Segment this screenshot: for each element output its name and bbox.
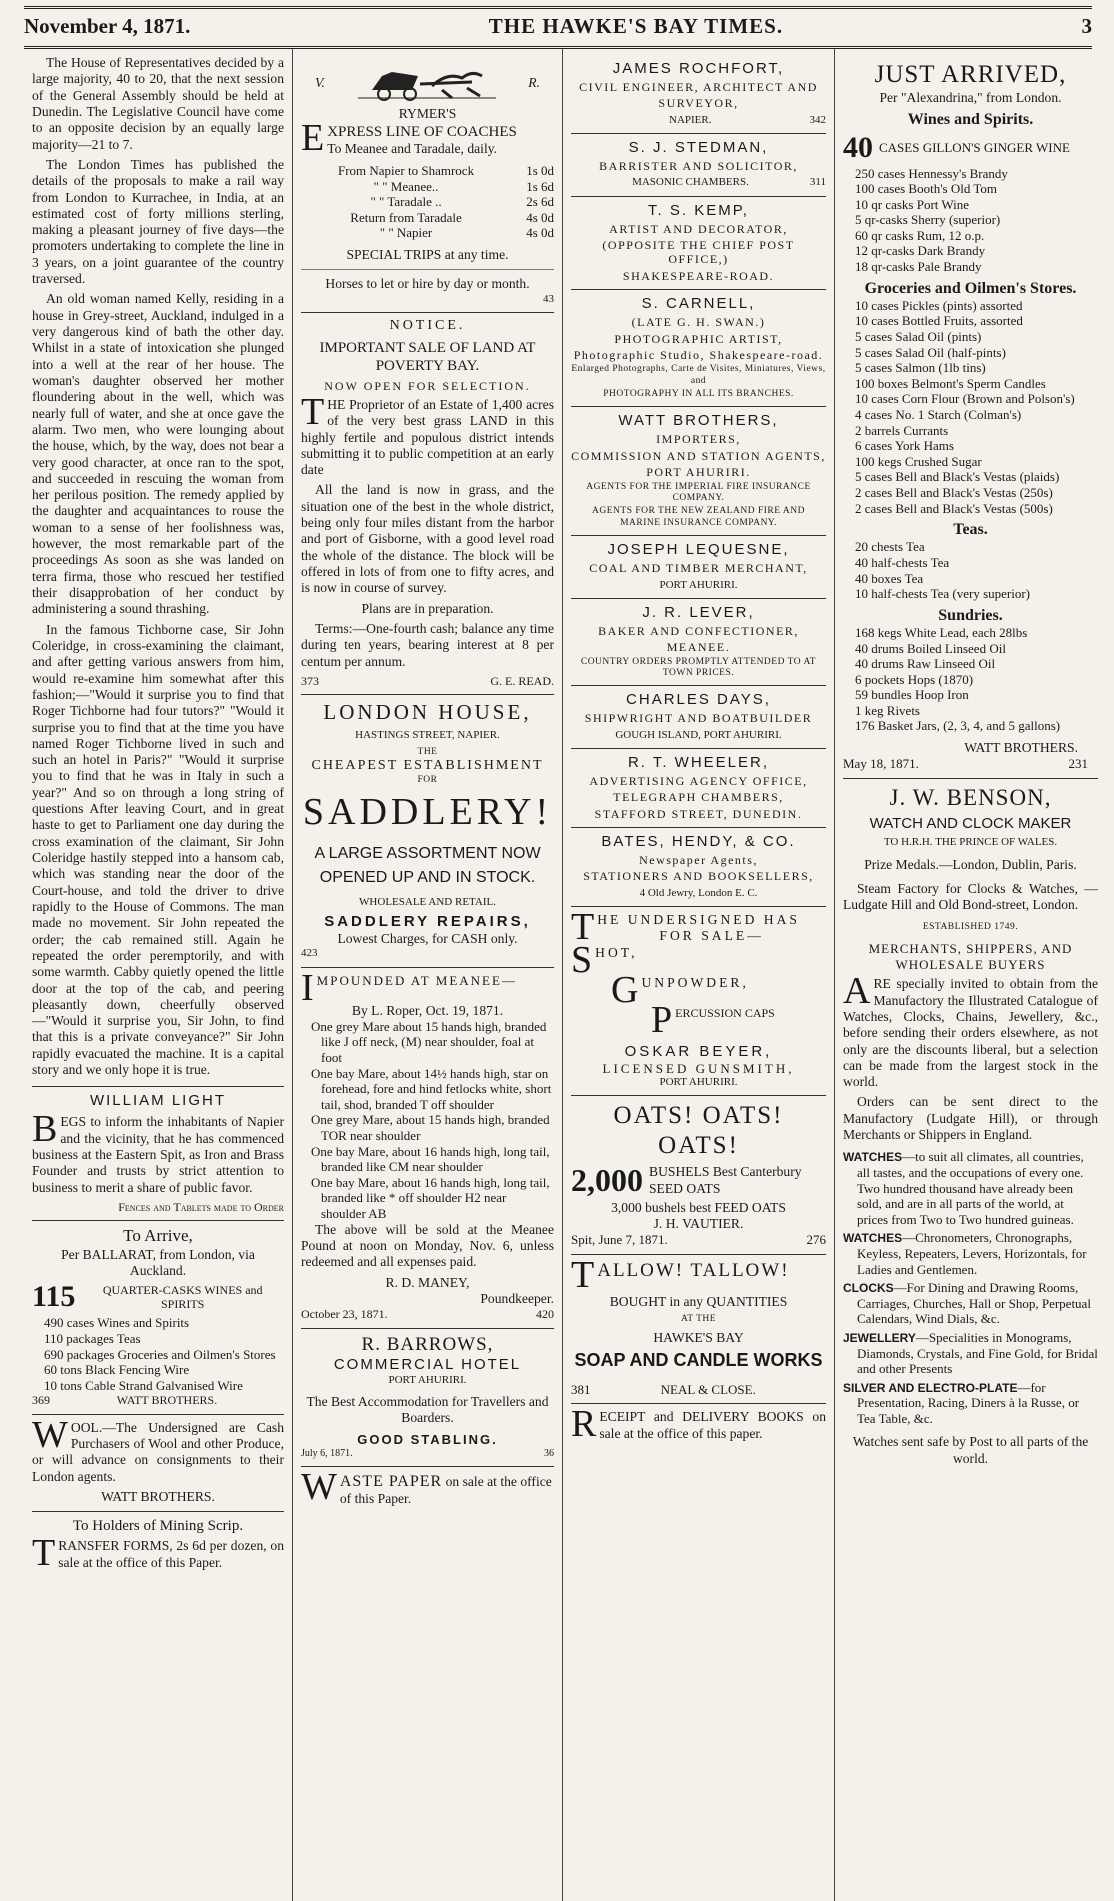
section-heading: Wines and Spirits.: [907, 111, 1034, 129]
ad-title: To Arrive,: [123, 1226, 193, 1246]
list-item: 10 cases Pickles (pints) assorted: [855, 297, 1023, 313]
ad-number: 43: [543, 292, 554, 305]
drop-cap: T: [571, 1254, 595, 1297]
article-paragraph: The House of Representatives decided by a large majority, 40 to 20, that the next session of the General Assembly should be held at Dunedin. The Legislative Council have come to an opposite decision by an equally large majority—21 to 7.: [32, 55, 284, 152]
ad-number: 311: [809, 176, 826, 189]
masthead: [24, 14, 1092, 44]
list-item: 168 kegs White Lead, each 28lbs: [855, 624, 1028, 640]
oats-seed: BUSHELS Best Canterbury SEED OATS: [649, 1164, 802, 1196]
ad-number: 276: [806, 1232, 826, 1248]
ad-body: EGS to inform the inhabitants of Napier and the vicinity, that he has commenced business at the Eastern Spit, as Iron and Brass Founder and trusts by strict attention to business to merit a share of public favor.: [32, 1114, 284, 1195]
shop-name: LONDON HOUSE,: [323, 700, 532, 725]
business-detail: STATIONERS AND BOOKSELLERS,: [583, 869, 814, 884]
business-detail: PHOTOGRAPHY IN ALL ITS BRANCHES.: [603, 389, 794, 400]
horse-entry: One grey Mare about 15 hands high, branded like J off neck, (M) near shoulder, foal at foot: [311, 1018, 547, 1066]
business-detail: PORT AHURIRI.: [646, 465, 751, 480]
notice-body: All the land is now in grass, and the situation one of the best in the whole district, being only four miles distant from the harbor and port of Gisborne, with a good level road the whole of the distance. The block will be offered in lots of from one to fifty acres, and is now in course of survey.: [301, 482, 554, 596]
list-item: 6 cases York Hams: [855, 438, 954, 454]
product-entry: [843, 1149, 1098, 1227]
list-item: 5 qr-casks Sherry (superior): [855, 212, 1001, 228]
notice-selection: NOW OPEN FOR SELECTION.: [324, 378, 531, 393]
ad-number: 373: [301, 673, 319, 688]
gunsmith-name: OSKAR BEYER,: [624, 1042, 773, 1060]
drop-cap: R: [571, 1403, 597, 1446]
advertiser: J. H. VAUTIER.: [653, 1216, 744, 1232]
list-item: 40 boxes Tea: [855, 570, 924, 586]
gunsmith-location: PORT AHURIRI.: [659, 1076, 738, 1089]
drop-cap: T: [32, 1532, 56, 1575]
drop-cap: B: [32, 1108, 58, 1151]
horse-entry: One bay Mare, about 14½ hands high, star on forehead, fore and hind fetlocks white, short tail, shod, branded T off shoulder: [311, 1065, 552, 1112]
product-entry: [843, 1280, 1098, 1327]
fare-route: " " Napier: [379, 225, 433, 241]
benson-body: Orders can be sent direct to the Manufactory (Ludgate Hill), or through Merchants or Shippers in England.: [843, 1094, 1098, 1143]
stock-notice: A LARGE ASSORTMENT NOW OPENED UP AND IN STOCK.: [314, 844, 541, 886]
advertiser: WATT BROTHERS.: [116, 1393, 218, 1408]
product-category: CLOCKS: [843, 1281, 894, 1296]
gun-item: ERCUSSION CAPS: [675, 1005, 775, 1020]
list-item: 40 drums Raw Linseed Oil: [855, 656, 996, 672]
fare-price: 2s 6d: [526, 194, 554, 210]
product-entry: [843, 1380, 1098, 1427]
drop-cap: P: [651, 998, 673, 1041]
business-name: WATT BROTHERS,: [618, 412, 779, 430]
product-entry: [843, 1230, 1098, 1277]
advertiser: WATT BROTHERS.: [964, 740, 1078, 756]
list-item: 10 half-chests Tea (very superior): [855, 586, 1031, 602]
ad-number: 420: [536, 1307, 554, 1322]
business-detail: SURVEYOR,: [658, 96, 739, 111]
business-location: GOUGH ISLAND, PORT AHURIRI.: [615, 728, 782, 741]
list-item: 10 cases Corn Flour (Brown and Polson's): [855, 391, 1075, 407]
business-location: 4 Old Jewry, London E. C.: [639, 886, 758, 899]
coach-initial: V.: [315, 75, 325, 90]
business-detail: CIVIL ENGINEER, ARCHITECT AND: [579, 80, 818, 94]
business-detail: COAL AND TIMBER MERCHANT,: [589, 561, 808, 576]
notice-title: NOTICE.: [389, 317, 466, 333]
business-card: [571, 536, 826, 599]
business-detail: Enlarged Photographs, Carte de Visites, Miniatures, Views, and: [571, 364, 826, 386]
fare-route: " " Meanee..: [373, 178, 439, 194]
established: ESTABLISHED 1749.: [922, 921, 1019, 932]
connector-word: FOR: [417, 774, 438, 785]
list-item: 12 qr-casks Dark Brandy: [855, 243, 986, 259]
list-item: 690 packages Groceries and Oilmen's Stores: [44, 1346, 276, 1362]
column-4: [834, 49, 1106, 1901]
steam-factory: Steam Factory for Clocks & Watches, —Ludgate Hill and Old Bond-street, London.: [843, 881, 1098, 913]
drop-cap: W: [301, 1465, 337, 1508]
works-name: SOAP AND CANDLE WORKS: [574, 1350, 823, 1371]
ad-number: 231: [1068, 756, 1088, 772]
coach-illustration: [352, 60, 502, 106]
business-detail: COUNTRY ORDERS PROMPTLY ATTENDED TO AT TOWN PRICES.: [580, 656, 817, 678]
fare-price: 4s 0d: [526, 209, 554, 225]
column-1: [24, 49, 292, 1901]
merchants-heading: MERCHANTS, SHIPPERS, AND WHOLESALE BUYERS: [868, 941, 1073, 972]
business-location: NAPIER.: [669, 113, 712, 126]
list-item: 2 cases Bell and Black's Vestas (500s): [855, 500, 1053, 516]
ad-number: 36: [544, 1447, 554, 1459]
product-description: —Chronometers, Chronographs, Keyless, Repeaters, Levers, Horizontals, for Ladies and Gentlemen.: [857, 1230, 1087, 1277]
business-name: JOSEPH LEQUESNE,: [607, 541, 790, 559]
works-location: HAWKE'S BAY: [653, 1329, 744, 1345]
fare-route: " " Taradale ..: [370, 194, 442, 210]
poundkeeper: R. D. MANEY,: [385, 1274, 470, 1290]
drop-cap: G: [611, 968, 639, 1011]
product-category: JEWELLERY: [843, 1330, 916, 1345]
ad-number: 381: [571, 1381, 591, 1397]
drop-cap: S: [571, 938, 593, 981]
business-card: [571, 55, 826, 134]
gun-line: HE UNDERSIGNED HAS: [597, 912, 800, 928]
business-name: J. R. LEVER,: [642, 603, 755, 621]
list-item: 5 cases Salad Oil (pints): [855, 329, 982, 345]
fare-price: 1s 0d: [526, 162, 554, 178]
business-detail: BARRISTER AND SOLICITOR,: [599, 158, 798, 173]
business-card: [571, 686, 826, 749]
ad-number: 369: [32, 1393, 50, 1408]
column-2: [292, 49, 562, 1901]
business-name: R. T. WHEELER,: [627, 753, 770, 771]
ad-title: WILLIAM LIGHT: [89, 1092, 227, 1110]
horse-entry: One bay Mare, about 16 hands high, long tail, branded like CM near shoulder: [311, 1143, 550, 1175]
list-item: 4 cases No. 1 Starch (Colman's): [855, 407, 1022, 422]
proprietor-name: R. BARROWS,: [361, 1333, 494, 1355]
wholesale-retail: WHOLESALE AND RETAIL.: [359, 895, 496, 908]
list-item: 100 boxes Belmont's Sperm Candles: [855, 375, 1046, 391]
horse-entry: One grey Mare, about 15 hands high, branded TOR near shoulder: [311, 1112, 550, 1143]
product-entry: [843, 1330, 1098, 1377]
list-item: 60 qr casks Rum, 12 o.p.: [855, 227, 985, 243]
section-heading: Teas.: [953, 521, 988, 539]
gun-item: UNPOWDER,: [641, 974, 749, 990]
business-detail: (OPPOSITE THE CHIEF POST OFFICE,): [602, 237, 795, 267]
notice-body: HE Proprietor of an Estate of 1,400 acres of the very best grass LAND in this highly fertile and populous district intends submitting it to public competition at an early date: [301, 396, 554, 478]
impound-by: By L. Roper, Oct. 19, 1871.: [351, 1002, 504, 1018]
poundkeeper-title: Poundkeeper.: [480, 1290, 554, 1306]
list-item: 2 barrels Currants: [855, 422, 949, 438]
fare-price: 4s 0d: [526, 225, 554, 241]
list-item: 1 keg Rivets: [855, 702, 920, 718]
hotel-name: COMMERCIAL HOTEL: [333, 1356, 522, 1374]
business-card: [571, 290, 826, 407]
advertiser: WATT BROTHERS.: [101, 1488, 215, 1504]
ad-date: Spit, June 7, 1871.: [571, 1232, 668, 1248]
saddlery-repairs: SADDLERY REPAIRS,: [324, 913, 531, 931]
notice-plans: Plans are in preparation.: [361, 600, 494, 616]
advertiser: G. E. READ.: [490, 673, 554, 688]
top-rule: [24, 6, 1092, 10]
quantity-number: 40: [843, 130, 873, 164]
list-item: 490 cases Wines and Spirits: [44, 1315, 190, 1331]
ad-number: 342: [809, 113, 826, 126]
quantity-text: CASES GILLON'S GINGER WINE: [879, 139, 1070, 155]
list-item: 20 chests Tea: [855, 539, 925, 555]
tallow-title: ALLOW! TALLOW!: [597, 1260, 790, 1282]
post-notice: Watches sent safe by Post to all parts of the world.: [852, 1434, 1089, 1466]
business-card: [571, 828, 826, 907]
product-category: WATCHES: [843, 1231, 903, 1246]
business-card: [571, 134, 826, 197]
fare-route: From Napier to Shamrock: [337, 162, 475, 178]
quantity-number: 115: [32, 1280, 76, 1314]
gunsmith-trade: LICENSED GUNSMITH,: [602, 1060, 795, 1076]
waste-title: ASTE PAPER: [339, 1472, 443, 1490]
product-category: SILVER AND ELECTRO-PLATE: [843, 1380, 1018, 1395]
business-card: [571, 407, 826, 536]
prize-medals: Prize Medals.—London, Dublin, Paris.: [864, 856, 1077, 872]
impound-title: MPOUNDED AT MEANEE—: [316, 972, 517, 988]
gun-item: HOT,: [595, 944, 638, 960]
coach-owner: RYMER'S: [398, 106, 457, 122]
business-name: T. S. KEMP,: [648, 201, 749, 219]
ad-body: OOL.—The Undersigned are Cash Purchasers of Wool and other Produce, or will advance on consignments to their London agents.: [32, 1419, 284, 1484]
drop-cap: E: [301, 116, 325, 159]
land-notice-ad: [301, 313, 554, 696]
business-card: [571, 749, 826, 828]
business-detail: AGENTS FOR THE IMPERIAL FIRE INSURANCE COMPANY.: [586, 481, 811, 504]
article-paragraph: An old woman named Kelly, residing in a house in Grey-street, Auckland, indulged in a very dangerous kind of bath the other day. Whilst in a state of intoxication she plunged into a well at the rear of her house. The woman's daughter observed her mother floundering about in the well, which was nearly full of water, and she at once gave the alarm. Two men, who were lounging about the house, which, by the way, does not bear a very good character, at once ran to the spot, and succeeded in rescuing the woman from her perilous position. The remedy applied by the daughter and acquaintances to rouse the woman to a sense of her foolishness was, however, the most remarkable part of the proceedings As soon as she was landed on terra firma, those who rescued her testified their disapprobation of her conduct by administering a sound thrashing.: [32, 291, 284, 617]
oats-title: OATS! OATS! OATS!: [613, 1102, 784, 1160]
wool-ad: [32, 1415, 284, 1513]
ad-title: JUST ARRIVED,: [874, 61, 1067, 88]
business-detail: SHIPWRIGHT AND BOATBUILDER: [584, 711, 813, 726]
ad-date: July 6, 1871.: [301, 1447, 353, 1459]
list-item: 100 kegs Crushed Sugar: [855, 453, 982, 469]
william-light-ad: [32, 1086, 284, 1221]
notice-heading: IMPORTANT SALE OF LAND AT POVERTY BAY.: [319, 339, 536, 374]
impounded-ad: [301, 968, 554, 1329]
columns: [24, 49, 1098, 1901]
business-detail: SHAKESPEARE-ROAD.: [622, 268, 775, 283]
benson-body: RE specially invited to obtain from the Manufactory the Illustrated Catalogue of Watches, Clocks, Chains, Jewellery, &c., before sending their orders elsewhere, as not only are the discounts liberal, but a selection can be made from the largest stock in the world.: [843, 976, 1098, 1090]
business-detail: IMPORTERS,: [656, 432, 741, 447]
special-trips: SPECIAL TRIPS at any time.: [301, 247, 554, 270]
mining-scrip-ad: [32, 1512, 284, 1581]
business-card: [571, 197, 826, 291]
business-name: JAMES ROCHFORT,: [612, 60, 785, 77]
coach-route: To Meanee and Taradale, daily.: [327, 140, 498, 156]
news-articles: [32, 55, 284, 1078]
business-card: [571, 599, 826, 687]
business-detail: ADVERTISING AGENCY OFFICE,: [589, 773, 808, 788]
quantity-text: QUARTER-CASKS WINES and SPIRITS: [102, 1282, 263, 1312]
ad-footer: Fences and Tablets made to Order: [118, 1199, 284, 1214]
oats-feed: 3,000 bushels best FEED OATS: [611, 1199, 786, 1215]
ad-body: ECEIPT and DELIVERY BOOKS on sale at the office of this paper.: [599, 1409, 826, 1441]
stabling: GOOD STABLING.: [357, 1432, 498, 1448]
list-item: 40 half-chests Tea: [855, 554, 950, 570]
product-category: WATCHES: [843, 1150, 903, 1165]
business-name: BATES, HENDY, & CO.: [601, 833, 796, 851]
list-item: 110 packages Teas: [44, 1330, 141, 1346]
maker-name: J. W. BENSON,: [889, 784, 1052, 810]
connector-word: THE: [417, 746, 438, 757]
hotel-accommodation: The Best Accommodation for Travellers and Boarders.: [306, 1393, 549, 1425]
maker-trade: WATCH AND CLOCK MAKER: [869, 814, 1072, 832]
gun-line: FOR SALE—: [659, 928, 764, 944]
shop-tagline: CHEAPEST ESTABLISHMENT: [311, 758, 544, 774]
newspaper-title: THE HAWKE'S BAY TIMES.: [488, 14, 784, 38]
business-detail: BAKER AND CONFECTIONER,: [598, 623, 799, 638]
ad-title: To Holders of Mining Scrip.: [72, 1518, 244, 1535]
list-item: 5 cases Salmon (1lb tins): [855, 360, 986, 376]
business-detail: Photographic Studio, Shakespeare-road.: [573, 347, 824, 362]
section-heading: Groceries and Oilmen's Stores.: [864, 279, 1077, 297]
london-house-ad: [301, 695, 554, 967]
lowest-charges: Lowest Charges, for CASH only.: [337, 931, 518, 947]
list-item: 10 qr casks Port Wine: [855, 196, 970, 212]
notice-terms: Terms:—One-fourth cash; balance any time during ten years, bearing interest at 8 per centum per annum.: [301, 620, 554, 669]
saddlery-headline: SADDLERY!: [302, 791, 553, 834]
list-item: 10 cases Bottled Fruits, assorted: [855, 313, 1023, 329]
business-detail: TELEGRAPH CHAMBERS,: [613, 790, 784, 805]
tallow-ad: [571, 1255, 826, 1404]
business-detail: ARTIST AND DECORATOR,: [609, 221, 788, 236]
list-item: 60 tons Black Fencing Wire: [44, 1362, 190, 1378]
drop-cap: T: [301, 390, 325, 433]
business-name: S. CARNELL,: [641, 295, 756, 313]
business-detail: STAFFORD STREET, DUNEDIN.: [594, 806, 803, 821]
ad-subtitle: Per BALLARAT, from London, via Auckland.: [61, 1246, 255, 1279]
business-detail: PHOTOGRAPHIC ARTIST,: [614, 331, 783, 346]
impound-sale: The above will be sold at the Meanee Pound at noon on Monday, Nov. 6, unless redeemed and all expenses paid.: [301, 1221, 554, 1270]
product-description: —For Dining and Drawing Rooms, Carriages, Churches, Hall or Shop, Perpetual Calendars, Wind Dials, &c.: [857, 1280, 1091, 1327]
drop-cap: W: [32, 1413, 68, 1456]
list-item: 5 cases Bell and Black's Vestas (plaids): [855, 469, 1060, 485]
coach-heading: XPRESS LINE OF COACHES: [327, 123, 517, 140]
barrows-ad: [301, 1329, 554, 1467]
tallow-bought: BOUGHT in any QUANTITIES: [609, 1294, 788, 1310]
page-number: 3: [1081, 14, 1092, 38]
advertiser: NEAL & CLOSE.: [660, 1381, 756, 1397]
hotel-location: PORT AHURIRI.: [388, 1374, 467, 1387]
issue-date: November 4, 1871.: [24, 14, 191, 38]
ad-body: RANSFER FORMS, 2s 6d per dozen, on sale at the office of this Paper.: [58, 1538, 284, 1570]
coach-initial: R.: [528, 75, 540, 90]
section-heading: Sundries.: [938, 606, 1003, 624]
shop-address: HASTINGS STREET, NAPIER.: [355, 729, 500, 742]
business-detail: Newspaper Agents,: [639, 853, 758, 868]
ad-date: May 18, 1871.: [843, 756, 919, 772]
connector-word: AT THE: [680, 1314, 717, 1325]
waste-paper-ad: [301, 1467, 554, 1514]
business-detail: MEANEE.: [666, 640, 731, 655]
ad-number: 423: [301, 947, 318, 960]
business-location: MASONIC CHAMBERS.: [632, 176, 749, 189]
oats-ad: [571, 1096, 826, 1255]
receipt-books-ad: [571, 1404, 826, 1452]
fare-price: 1s 6d: [526, 178, 554, 194]
business-name: CHARLES DAYS,: [626, 691, 771, 709]
benson-ad: [843, 779, 1098, 1473]
waste-body: on sale at the office of this Paper.: [339, 1473, 552, 1506]
drop-cap: I: [301, 966, 314, 1009]
list-item: 10 tons Cable Strand Galvanised Wire: [44, 1377, 243, 1393]
list-item: 40 drums Boiled Linseed Oil: [855, 640, 1006, 656]
business-location: PORT AHURIRI.: [659, 578, 738, 591]
list-item: 250 cases Hennessy's Brandy: [855, 165, 1008, 181]
list-item: 176 Basket Jars, (2, 3, 4, and 5 gallons): [855, 718, 1061, 734]
product-description: —Specialities in Monograms, Diamonds, Crystals, and Fine Gold, for Bridal and other Presents: [857, 1329, 1098, 1377]
business-detail: AGENTS FOR THE NEW ZEALAND FIRE AND MARINE INSURANCE COMPANY.: [592, 506, 805, 528]
impound-date: October 23, 1871.: [301, 1307, 388, 1322]
list-item: 59 bundles Hoop Iron: [855, 687, 969, 703]
product-description: —to suit all climates, all countries, all tastes, and the occupations of every one. Two hundred thousand have already been sold, and are in all parts of the world, at prices from Two to Two hundred guineas.: [857, 1149, 1084, 1227]
fare-route: Return from Taradale: [350, 209, 462, 225]
gunsmith-ad: [571, 907, 826, 1096]
article-paragraph: In the famous Tichborne case, Sir John Coleridge, in cross-examining the claimant, and after getting various answers from him, would re-examine him somewhat after this fashion;—"Would it surprise you to find that Roger Tichborne had four tutors?" "Would it surprise you to find that at the time you have named Roger Tichborne lived in such and such an hotel in Paris?" "Would it surprise you to find that he was in Italy in such a year?" And so on through a long string of questions After leaving Court, and in great haste to get to Parliament one day during the cross examination of the claimant, Sir John Coleridge hastily stepped into a hansom cab, which was standing near the door of the Court-house, and told the driver to drive rapidly to the House of Commons. The man made no movement. Sir John repeated the order; the cab remained still. Again he repeated the order peremptorily, and with some warmth. Cabby quietly opened the little door at the top of the cab, and peering pleasantly down, cheerfully observed—"Would it surprise you, Sir John, to find that this is a private conveyance?" Sir John rapidly evacuated the machine. It is a capital story and we only hope it is true.: [32, 621, 284, 1078]
column-3: [562, 49, 834, 1901]
business-detail: (LATE G. H. SWAN.): [631, 315, 766, 330]
drop-cap: A: [843, 970, 871, 1013]
article-paragraph: The London Times has published the details of the proposals to make a rail way from London to Kurrachee, in India, at an estimated cost of forty millions sterling, making a pleasant journey of five days—the promoters undertaking to complete the line in 3 years, on a joint guarantee of the country traversed.: [32, 156, 284, 287]
just-arrived-ad: [843, 55, 1098, 779]
list-item: 6 pockets Hops (1870): [855, 671, 974, 687]
list-item: 100 cases Booth's Old Tom: [855, 181, 998, 197]
list-item: 18 qr-casks Pale Brandy: [855, 259, 982, 275]
fare-table: [301, 163, 554, 241]
coach-ad: [301, 55, 554, 313]
list-item: 5 cases Salad Oil (half-pints): [855, 344, 1006, 360]
to-arrive-ad: [32, 1221, 284, 1414]
business-name: S. J. STEDMAN,: [628, 138, 769, 156]
list-item: 2 cases Bell and Black's Vestas (250s): [855, 484, 1053, 500]
royal-warrant: TO H.R.H. THE PRINCE OF WALES.: [883, 835, 1058, 848]
ad-subtitle: Per "Alexandrina," from London.: [879, 90, 1062, 105]
quantity-number: 2,000: [571, 1162, 643, 1199]
product-description: —for Presentation, Racing, Diners à la Russe, or Tea Table, &c.: [857, 1379, 1080, 1426]
drop-cap: T: [571, 906, 595, 949]
horse-entry: One bay Mare, about 16 hands high, long tail, branded like * off shoulder H2 near shoulder AB: [311, 1174, 550, 1221]
horses-to-let: Horses to let or hire by day or month.: [325, 276, 530, 292]
business-detail: COMMISSION AND STATION AGENTS,: [571, 448, 826, 463]
